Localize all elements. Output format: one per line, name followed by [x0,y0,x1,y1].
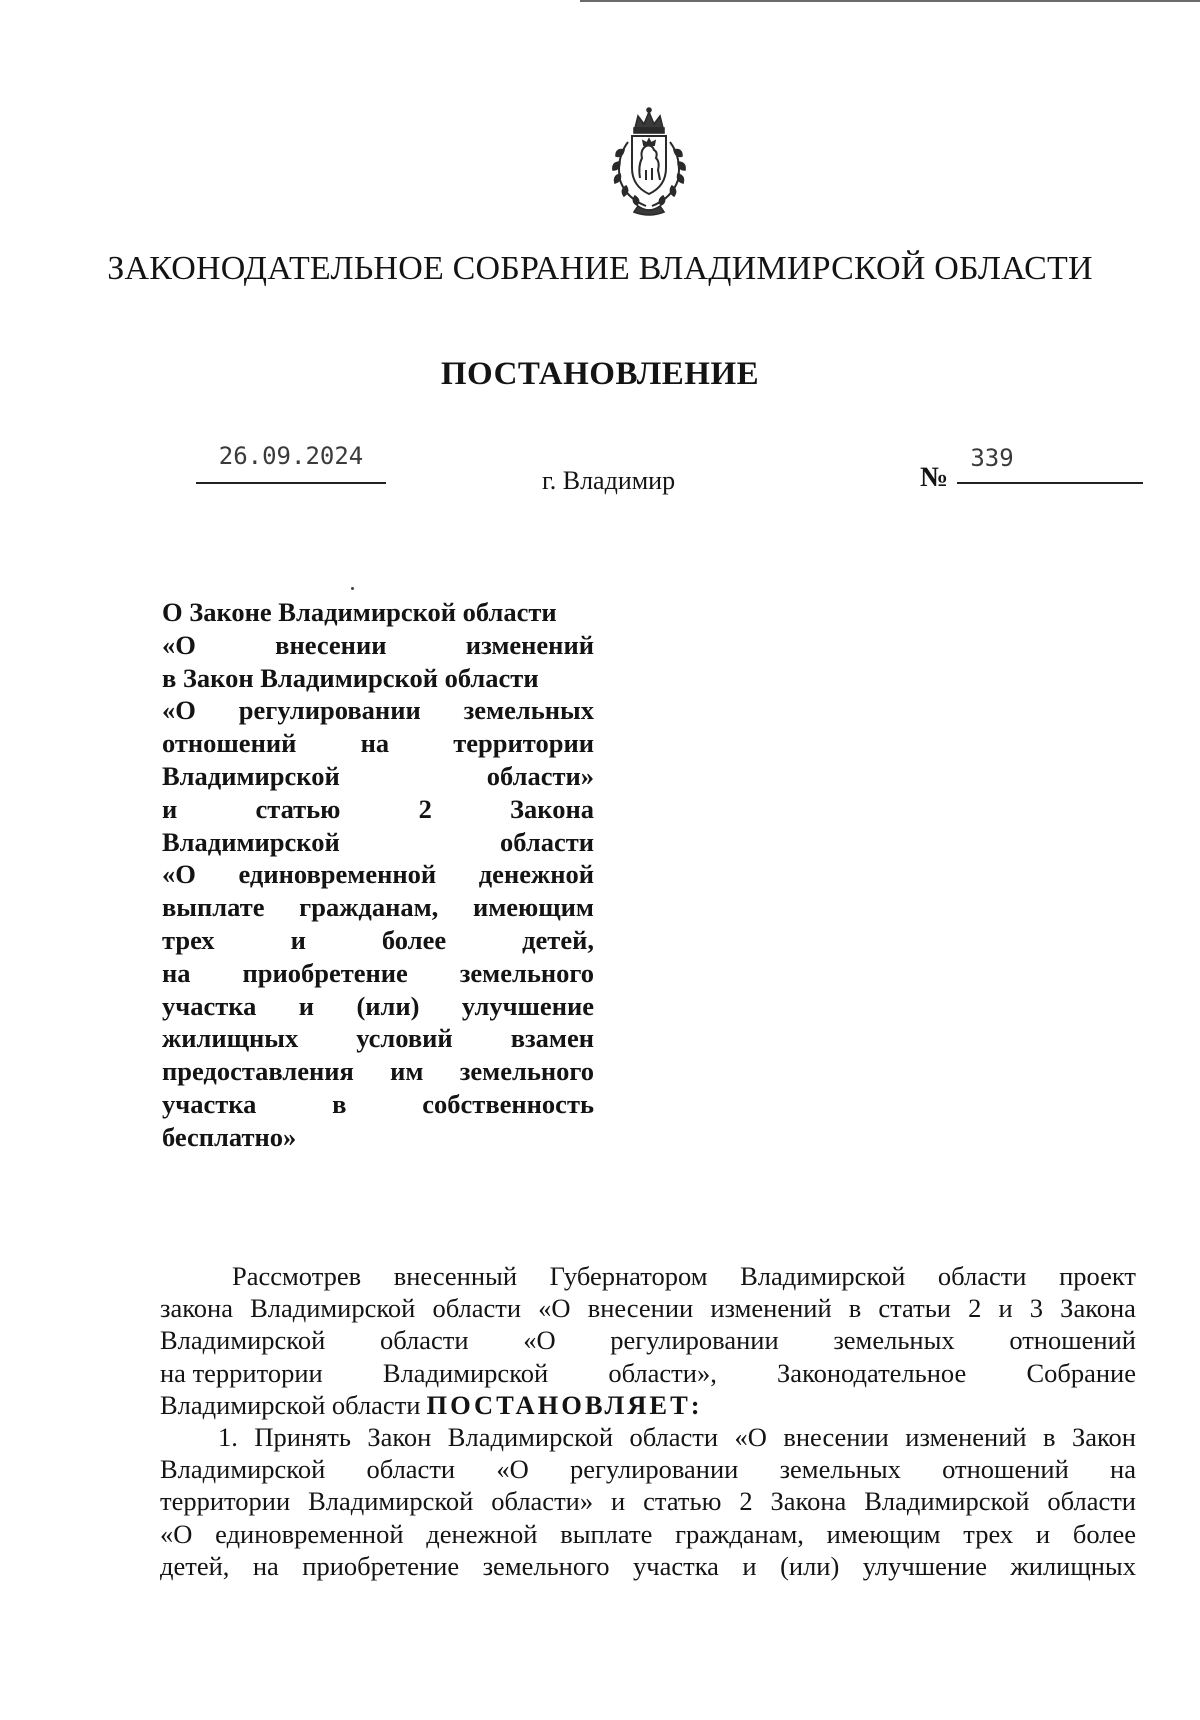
body-word: на территории [160,1357,323,1388]
body-word: области» [491,1486,594,1517]
title-word: статью [255,793,341,824]
coat-of-arms-icon [600,106,698,216]
body-word: внесении [783,1421,889,1452]
title-word: Владимирской [162,826,340,857]
body-word: и [611,1486,626,1517]
body-word: гражданам, [675,1518,804,1549]
body-word: приобретение [302,1550,460,1581]
title-line [162,826,594,859]
title-word: области» [486,760,594,791]
body-word: 2 [968,1293,982,1324]
title-word: внесении [275,629,387,660]
body-word: закона [160,1293,233,1324]
title-word: на [162,957,191,988]
document-date: 26.09.2024 [218,442,364,470]
body-word: «О [496,1454,529,1485]
body-word: «О [160,1518,193,1549]
title-word: отношений [162,728,297,759]
title-line [162,858,594,891]
title-word: в Закон Владимирской области [162,662,539,693]
title-word: (или) [356,990,420,1021]
body-word: Законодательное [777,1357,967,1388]
body-word: области [379,1325,469,1356]
title-line [162,596,594,629]
title-word: выплате [162,892,265,923]
title-line [162,1055,594,1088]
title-word: земельного [459,1056,594,1087]
title-word: и [290,924,306,955]
title-word: изменений [465,629,594,660]
body-line [160,1292,1136,1324]
body-word: трех [963,1518,1014,1549]
body-word: области [366,1454,456,1485]
body-word: Владимирской [740,1261,906,1291]
body-word: единовременной [215,1518,404,1549]
title-word: и [162,793,178,824]
title-word: улучшение [461,990,594,1021]
body-word: Владимирской [308,1486,474,1517]
document-number: 339 [970,444,1014,472]
body-word: имеющим [826,1518,941,1549]
body-word: области [937,1261,1027,1291]
body-word: 1. [218,1421,238,1452]
body-word: (или) [780,1550,840,1581]
title-word: денежной [478,859,594,890]
body-word: детей, [160,1550,230,1581]
document-title [162,596,594,1154]
scan-edge-line [580,0,1200,2]
clause-1-paragraph [160,1421,1136,1582]
title-word: трех [162,924,215,955]
title-line [162,924,594,957]
title-word: 2 [418,793,432,824]
body-word: Владимирской [160,1454,326,1485]
body-word: Закон [1071,1421,1136,1452]
number-sign: № [920,462,949,493]
body-word: области [1047,1486,1136,1517]
title-word: единовременной [238,859,437,890]
body-line [160,1518,1136,1550]
title-line [162,891,594,924]
body-word: «О [538,1293,571,1324]
body-word: статью [643,1486,722,1517]
body-line [160,1485,1136,1517]
preamble-last-line [160,1389,1136,1421]
title-word: участка [162,1088,257,1119]
body-line [160,1421,1136,1453]
body-word: Губернатором [549,1261,708,1291]
title-word: взамен [510,1023,594,1054]
title-word: им [390,1056,424,1087]
body-word: Владимирской [382,1357,549,1388]
body-word: внесенный [393,1261,518,1291]
title-word: детей, [522,924,594,955]
title-word: собственность [422,1088,594,1119]
title-word: Владимирской [162,760,340,791]
body-word: более [1072,1518,1136,1549]
title-word: земельных [463,695,594,726]
title-word: условий [356,1023,453,1054]
body-word: земельных [833,1325,955,1356]
title-line [162,760,594,793]
title-line [162,793,594,826]
body-word: Закона [1060,1293,1136,1324]
title-word: в [332,1088,347,1119]
body-word: и [742,1550,757,1581]
title-line [162,1121,594,1154]
body-word: Владимирской [447,1421,614,1452]
title-word: «О [162,629,196,660]
title-word: имеющим [472,892,594,923]
body-line [160,1550,1136,1582]
title-word: регулировании [238,695,421,726]
body-word: денежной [426,1518,538,1549]
body-word: изменений [710,1293,832,1324]
body-word: 3 [1029,1293,1044,1324]
body-word: жилищных [1010,1550,1136,1581]
body-word: территории [160,1486,291,1517]
body-word: проект [1059,1261,1136,1291]
body-word: участка [633,1550,719,1581]
document-city: г. Владимир [542,466,676,495]
body-word: в [848,1293,862,1324]
body-word: Принять [254,1421,351,1452]
document-type-heading: ПОСТАНОВЛЕНИЕ [440,356,760,392]
title-line [162,957,594,990]
body-word: на [252,1550,279,1581]
body-line [160,1260,1136,1292]
date-underline [196,482,386,484]
body-word: выплате [560,1518,653,1549]
title-word: жилищных [162,1023,299,1054]
body-line [160,1453,1136,1485]
body-word: земельных [779,1454,901,1485]
body-line [160,1357,1136,1389]
body-word: области [629,1421,719,1452]
title-word: на [360,728,390,759]
body-word: Закона [770,1486,847,1517]
title-line [162,662,594,695]
number-underline [957,482,1143,484]
title-line [162,694,594,727]
title-word: приобретение [242,957,408,988]
body-word: в [1043,1421,1056,1452]
title-word: гражданам, [299,892,439,923]
body-word: Собрание [1026,1357,1136,1388]
title-word: бесплатно» [162,1121,297,1152]
body-word: регулировании [610,1325,779,1356]
decree-word: ПОСТАНОВЛЯЕТ: [426,1389,703,1420]
title-word: земельного [459,957,594,988]
preamble-last-text: Владимирской области [160,1389,421,1420]
title-word: О Законе Владимирской области [162,597,557,627]
title-word: Закона [510,793,594,824]
body-word: «О [523,1325,556,1356]
body-word: изменений [905,1421,1027,1452]
body-word: внесении [587,1293,694,1324]
title-word: области [499,826,594,857]
body-word: отношений [942,1454,1069,1485]
title-word: участка [162,990,257,1021]
title-word: предоставления [162,1056,354,1087]
title-word: «О [162,695,196,726]
body-word: области [432,1293,522,1324]
preamble-paragraph [160,1260,1136,1389]
body-word: и [1035,1518,1051,1549]
title-line [162,990,594,1023]
body-word: на [1110,1454,1136,1485]
title-line [162,727,594,760]
body-word: статьи [878,1293,951,1324]
body-line [160,1324,1136,1356]
body-word: области», [608,1357,717,1388]
body-word: 2 [739,1486,753,1517]
body-word: земельного [482,1550,610,1581]
body-word: «О [734,1421,767,1452]
organization-name: ЗАКОНОДАТЕЛЬНОЕ СОБРАНИЕ ВЛАДИМИРСКОЙ ОБЛАСТИ [107,250,1093,287]
scan-speck [351,587,354,590]
title-word: более [381,924,447,955]
title-line [162,629,594,662]
body-word: улучшение [862,1550,987,1581]
title-line [162,1088,594,1121]
body-word: Владимирской [160,1325,326,1356]
title-word: и [298,990,315,1021]
title-word: «О [162,859,196,890]
body-word: Закон [367,1421,432,1452]
document-body [160,1260,1136,1582]
body-word: Владимирской [250,1293,416,1324]
body-word: Рассмотрев [232,1261,362,1291]
body-word: отношений [1009,1325,1136,1356]
body-word: регулировании [569,1454,739,1485]
body-word: и [998,1293,1013,1324]
title-line [162,1022,594,1055]
body-word: Владимирской [864,1486,1030,1517]
title-word: территории [453,728,594,759]
